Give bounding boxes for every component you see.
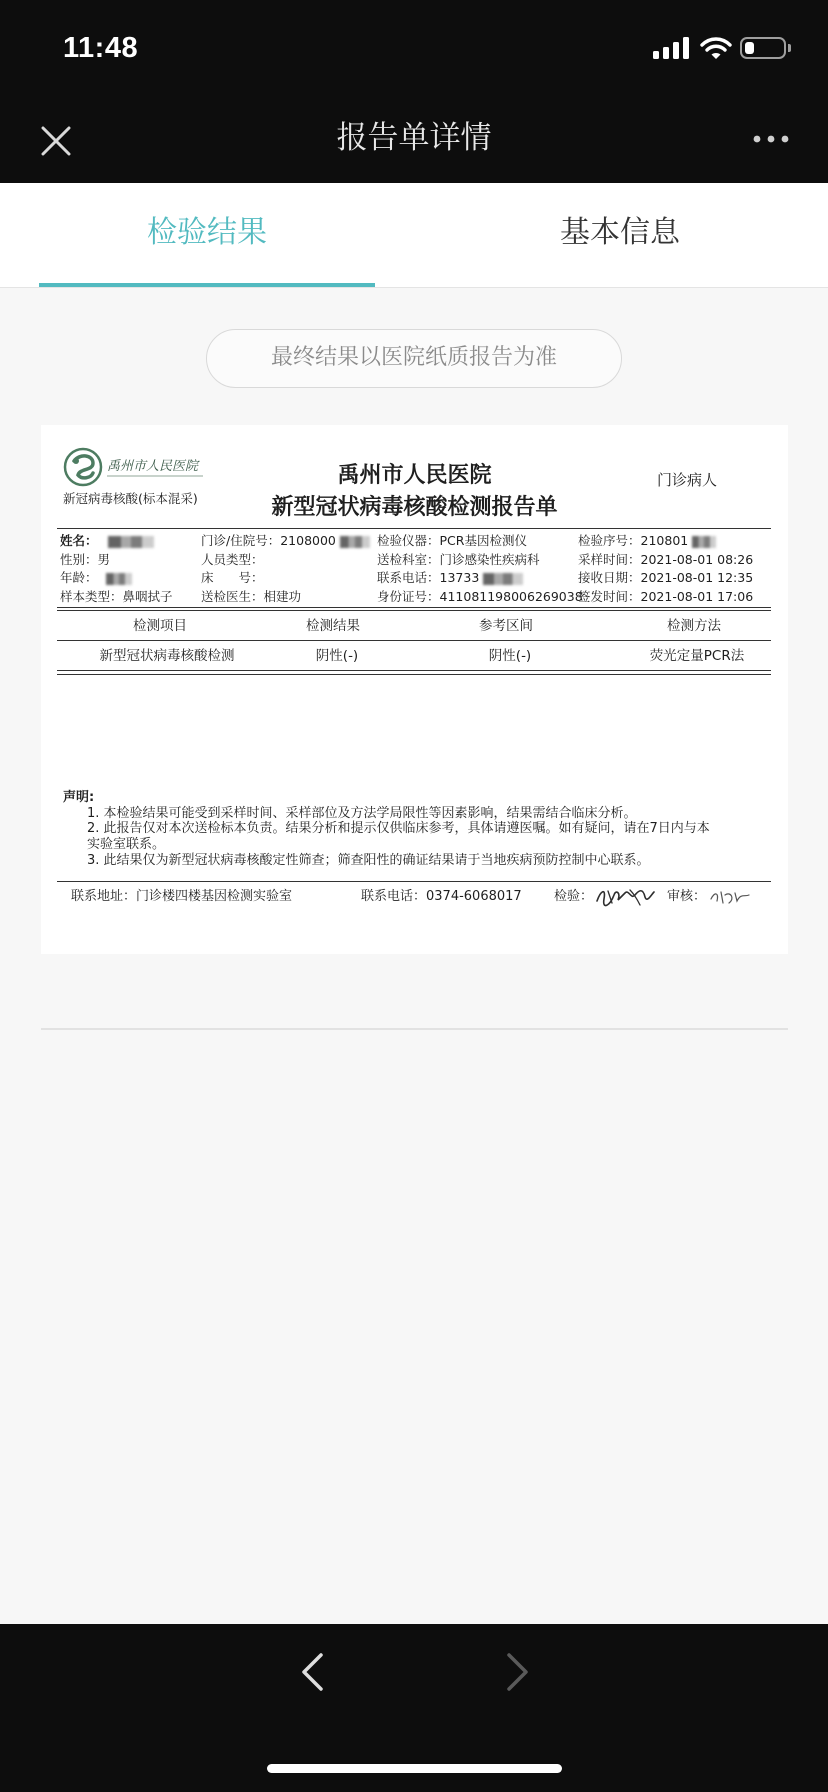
divider (57, 610, 771, 611)
table-header: 检测项目 (133, 618, 187, 634)
info-value: 相建功 (263, 588, 302, 604)
table-header: 参考区间 (479, 618, 533, 634)
info-value: 2021-08-01 12:35 (640, 570, 754, 585)
patient-type: 门诊病人 (657, 471, 718, 489)
info-label: 检验仪器： (377, 533, 440, 548)
nav-bar (0, 92, 828, 183)
info-label: 联系电话： (377, 570, 440, 585)
info-issue-time (578, 588, 753, 606)
info-row (41, 588, 788, 606)
status-bar (0, 0, 828, 92)
page-title: 报告单详情 (336, 120, 492, 156)
active-tab-indicator (39, 283, 375, 287)
info-label: 人员类型： (201, 551, 264, 567)
status-time: 11:48 (63, 32, 139, 64)
statement-heading: 声明: (63, 790, 95, 805)
redacted-value (692, 536, 716, 548)
lab-phone: 联系电话：0374-6068017 (361, 889, 522, 904)
divider (57, 881, 771, 882)
redacted-value (108, 536, 154, 548)
table-cell-item: 新型冠状病毒核酸检测 (99, 648, 235, 664)
info-label: 姓名： (60, 533, 98, 548)
battery-cap (788, 44, 791, 52)
info-doctor (201, 588, 301, 606)
info-row (41, 532, 788, 550)
notice-pill: 最终结果以医院纸质报告为准 (206, 329, 622, 388)
tab-bar (0, 183, 828, 288)
report-document[interactable] (41, 425, 788, 954)
info-instrument (377, 532, 527, 550)
battery-icon (740, 37, 786, 59)
info-value: 13733 (439, 570, 480, 585)
info-name (60, 532, 154, 550)
logo-text: 禹州市人民医院 (107, 459, 199, 474)
more-icon[interactable] (752, 134, 790, 144)
lab-address: 联系地址：门诊楼四楼基因检测实验室 (71, 889, 293, 904)
statement-line: 2. 此报告仅对本次送检标本负责。结果分析和提示仅供临床参考，具体请遵医嘱。如有疑问，请在7日内与本 (87, 821, 710, 836)
info-value: PCR基因检测仪 (439, 533, 527, 548)
signal-icon (653, 37, 689, 59)
redacted-value (340, 536, 370, 548)
info-label: 身份证号： (377, 588, 440, 604)
info-label: 性别： (60, 551, 98, 567)
divider (57, 607, 771, 608)
info-label: 送检科室： (377, 551, 440, 567)
hospital-name: 禹州市人民医院 (337, 462, 492, 488)
tab-test-results[interactable]: 检验结果 (147, 215, 267, 250)
info-row (41, 569, 788, 587)
info-personnel-type (201, 551, 264, 569)
info-age (60, 569, 132, 587)
report-title: 新型冠状病毒核酸检测报告单 (271, 494, 558, 520)
divider (57, 674, 771, 675)
info-label: 床 号： (201, 570, 264, 585)
info-gender (60, 551, 110, 569)
info-value: 210801 (640, 533, 689, 548)
info-label: 采样时间： (578, 551, 641, 567)
info-label: 签发时间： (578, 588, 641, 604)
info-test-serial (578, 532, 716, 550)
info-id-number (377, 588, 583, 606)
statement-line: 实验室联系。 (87, 837, 166, 852)
divider (57, 528, 771, 529)
info-label: 接收日期： (578, 570, 641, 585)
battery-level (745, 42, 754, 54)
divider (57, 670, 771, 671)
info-bed-number (201, 569, 264, 587)
reviewer-signature (709, 887, 751, 907)
info-value: 鼻咽拭子 (122, 588, 173, 604)
chevron-left-icon[interactable] (296, 1652, 330, 1692)
inspector-signature (594, 885, 656, 909)
chevron-right-icon[interactable] (500, 1652, 534, 1692)
bottom-toolbar (0, 1624, 828, 1792)
info-value: 411081198006269038 (439, 588, 583, 604)
info-value: 2108000 (280, 533, 336, 548)
table-cell-method: 荧光定量PCR法 (649, 648, 745, 664)
info-value: 门诊感染性疾病科 (439, 551, 540, 567)
info-label: 检验序号： (578, 533, 641, 548)
reviewer-label: 审核： (667, 889, 707, 904)
tab-basic-info[interactable]: 基本信息 (560, 215, 680, 250)
info-outpatient-number (201, 532, 370, 550)
info-sampling-time (578, 551, 753, 569)
table-cell-reference: 阴性(-) (488, 648, 532, 664)
info-receive-date (578, 569, 753, 587)
table-cell-result: 阴性(-) (315, 648, 359, 664)
statement-line: 3. 此结果仅为新型冠状病毒核酸定性筛查；筛查阳性的确证结果请于当地疾病预防控制中心联系。 (87, 853, 650, 868)
info-department (377, 551, 540, 569)
content-divider (41, 1028, 788, 1030)
info-sample-type (60, 588, 173, 606)
statement-line: 1. 本检验结果可能受到采样时间、采样部位及方法学局限性等因素影响，结果需结合临床分析。 (87, 806, 637, 821)
info-label: 年龄： (60, 570, 98, 585)
info-label: 门诊/住院号： (201, 533, 281, 548)
redacted-value (106, 573, 132, 585)
redacted-value (483, 573, 523, 585)
inspector-label: 检验： (554, 889, 594, 904)
info-row (41, 551, 788, 569)
info-label: 样本类型： (60, 588, 123, 604)
wifi-icon (700, 36, 732, 60)
sample-note: 新冠病毒核酸(标本混采) (63, 491, 198, 506)
info-value: 2021-08-01 08:26 (640, 551, 754, 567)
table-header: 检测结果 (306, 618, 360, 634)
info-phone (377, 569, 523, 587)
info-value: 2021-08-01 17:06 (640, 588, 754, 604)
info-label: 送检医生： (201, 588, 264, 604)
home-indicator[interactable] (267, 1764, 562, 1773)
table-header: 检测方法 (667, 618, 721, 634)
info-value: 男 (97, 551, 111, 567)
divider (57, 640, 771, 641)
